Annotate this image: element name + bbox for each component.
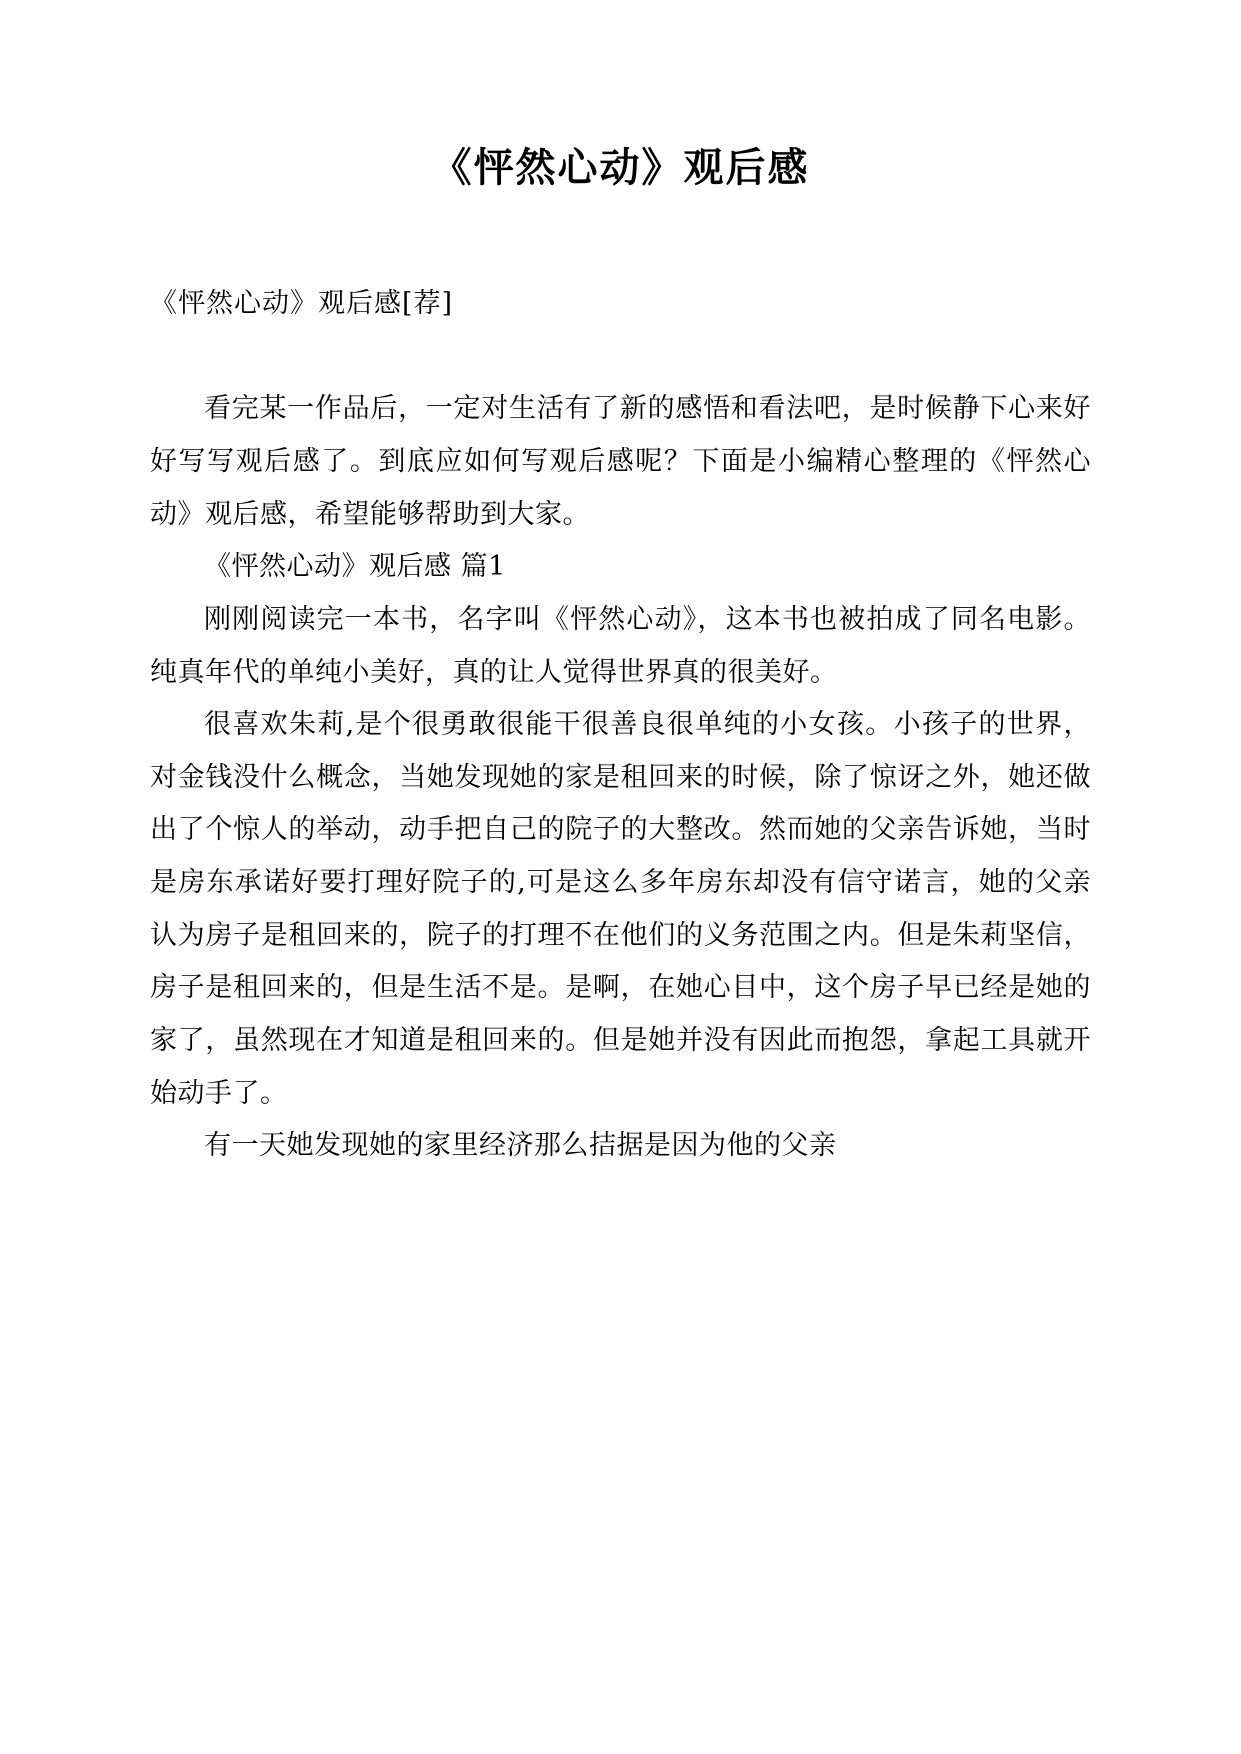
body-paragraph-2: 很喜欢朱莉,是个很勇敢很能干很善良很单纯的小女孩。小孩子的世界，对金钱没什么概念，当她发现她的家是租回来的时候，除了惊讶之外，她还做出了个惊人的举动，动手把自己的院子的大整改。然而她的父亲告诉她，当时是房东承诺好要打理好院子的,可是这么多年房东却没有信守诺言，她的父亲认为房子是租回来的，院子的打理不在他们的义务范围之内。但是朱莉坚信，房子是租回来的，但是生活不是。是啊，在她心目中，这个房子早已经是她的家了，虽然现在才知道是租回来的。但是她并没有因此而抱怨，拿起工具就开始动手了。 bbox=[150, 709, 1091, 1109]
document-subtitle: 《怦然心动》观后感[荐] bbox=[150, 288, 454, 319]
section-heading: 《怦然心动》观后感 篇1 bbox=[204, 551, 506, 583]
body-paragraph-3: 有一天她发现她的家里经济那么拮据是因为他的父亲 bbox=[204, 1130, 837, 1162]
body-paragraph-1: 刚刚阅读完一本书，名字叫《怦然心动》，这本书也被拍成了同名电影。纯真年代的单纯小美好，真的让人觉得世界真的很美好。 bbox=[150, 603, 1091, 688]
intro-paragraph: 看完某一作品后，一定对生活有了新的感悟和看法吧，是时候静下心来好好写写观后感了。到底应如何写观后感呢？下面是小编精心整理的《怦然心动》观后感，希望能够帮助到大家。 bbox=[150, 393, 1091, 530]
page-title: 《怦然心动》观后感 bbox=[431, 144, 810, 191]
